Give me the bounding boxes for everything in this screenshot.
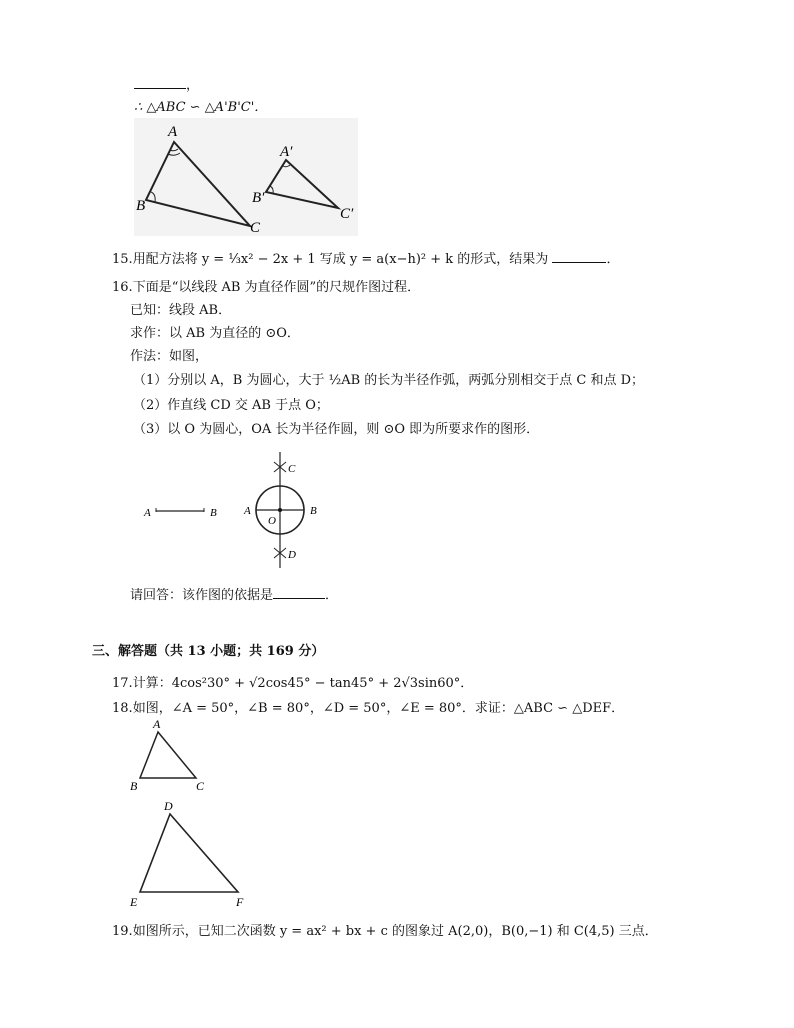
q16-number: 16. <box>112 280 133 295</box>
q18-number: 18. <box>112 701 133 716</box>
q16-intro <box>112 276 420 295</box>
q14-trail: ， <box>186 78 200 93</box>
q16-segment-figure <box>140 500 224 524</box>
label-a: A <box>168 124 178 140</box>
q16-circle-figure <box>238 448 328 572</box>
label-a-prime: A′ <box>280 144 293 160</box>
q16-given: 已知：线段 AB． <box>130 303 232 318</box>
tri-label-e: E <box>130 895 138 909</box>
q16-step3: （3）以 O 为圆心，OA 长为半径作圆，则 ⊙O 即为所要求作的图形． <box>133 422 540 437</box>
q19-text: 如图所示，已知二次函数 y = ax² + bx + c 的图象过 A(2,0)，B(0,−1) 和 C(4,5) 三点． <box>132 924 658 939</box>
q14-blank <box>134 76 186 89</box>
seg-label-b: B <box>210 507 217 519</box>
q14-answer-line <box>134 74 199 93</box>
triangle-abc-small <box>140 732 196 778</box>
q17-number: 17. <box>112 676 133 691</box>
q16-intro-text: 下面是“以线段 AB 为直径作圆”的尺规作图过程． <box>132 280 421 295</box>
q15-text: 用配方法将 y = ⅓x² − 2x + 1 写成 y = a(x−h)² + k 的形式，结果为 <box>132 252 549 267</box>
q18-triangle-def <box>126 798 266 912</box>
circ-label-o: O <box>268 515 276 527</box>
q18 <box>112 697 624 716</box>
q16-step2: （2）作直线 CD 交 AB 于点 O； <box>133 398 329 413</box>
circ-label-c: C <box>288 463 296 475</box>
q16-question-text: 请回答：该作图的依据是 <box>130 588 274 603</box>
q16-task: 求作：以 AB 为直径的 ⊙O． <box>130 326 300 341</box>
circ-label-b: B <box>310 505 317 517</box>
seg-label-a: A <box>144 507 151 519</box>
q15-end: ． <box>606 252 620 267</box>
q19 <box>112 920 658 939</box>
q19-number: 19. <box>112 924 133 939</box>
tri-label-f: F <box>236 895 244 909</box>
q18-triangle-abc <box>126 716 216 794</box>
q15 <box>112 248 619 267</box>
q17 <box>112 672 473 691</box>
q14-figure <box>134 118 358 236</box>
q17-text: 计算：4cos²30° + √2cos45° − tan45° + 2√3sin60°． <box>132 676 474 691</box>
tri-label-b: B <box>130 779 138 793</box>
q16-method: 作法：如图， <box>130 349 209 364</box>
q16-question-end: ． <box>325 588 339 603</box>
q16-step1: （1）分别以 A，B 为圆心，大于 ½AB 的长为半径作弧，两弧分别相交于点 C 和点 D； <box>133 373 645 388</box>
triangle-def <box>140 814 238 892</box>
q16-blank <box>273 586 325 599</box>
circ-label-d: D <box>288 549 296 561</box>
q14-therefore: ∴ △ABC ∽ △A'B'C'． <box>134 100 268 115</box>
center-o <box>278 508 282 512</box>
label-c-prime: C′ <box>340 206 354 222</box>
tri-label-a: A <box>153 717 161 731</box>
label-b-prime: B′ <box>252 190 265 206</box>
tri-label-d: D <box>164 799 173 813</box>
q15-blank <box>552 250 606 263</box>
label-b: B <box>136 198 146 214</box>
q15-number: 15. <box>112 252 133 267</box>
q18-text: 如图，∠A = 50°，∠B = 80°，∠D = 50°，∠E = 80°．求证：△ABC ∽ △DEF． <box>132 701 625 716</box>
section-3-title: 三、解答题（共 13 小题；共 169 分） <box>92 644 325 659</box>
tri-label-c: C <box>196 779 205 793</box>
q16-question <box>130 584 338 603</box>
circ-label-a: A <box>244 505 251 517</box>
label-c: C <box>250 220 261 236</box>
